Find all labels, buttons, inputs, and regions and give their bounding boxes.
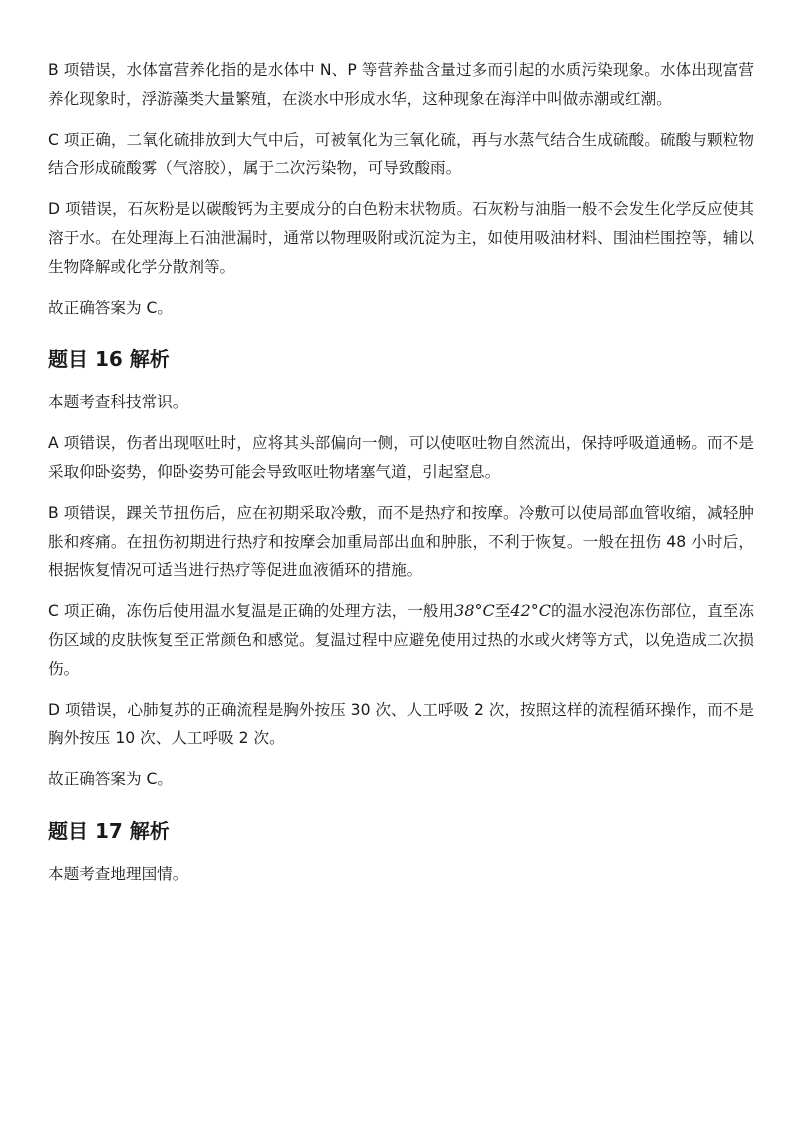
q15-option-c: C 项正确，二氧化硫排放到大气中后，可被氧化为三氧化硫，再与水蒸气结合生成硫酸。硫酸与颗粒物结合形成硫酸雾（气溶胶），属于二次污染物，可导致酸雨。: [48, 130, 754, 178]
temp-low: 38°C: [454, 601, 495, 621]
q16-option-d: D 项错误，心肺复苏的正确流程是胸外按压 30 次、人工呼吸 2 次，按照这样的流程循环操作，而不是胸外按压 10 次、人工呼吸 2 次。: [48, 700, 754, 748]
q16-intro: 本题考查科技常识。: [48, 393, 189, 412]
q16-option-b: B 项错误，踝关节扭伤后，应在初期采取冷敷，而不是热疗和按摩。冷敷可以使局部血管收缩，减轻肿胀和疼痛。在扭伤初期进行热疗和按摩会加重局部出血和肿胀，不利于恢复。一般在扭伤 48 小时后，根据恢复情况可适当进行热疗等促进血液循环的措施。: [48, 503, 754, 580]
q16-option-c-mid: 至: [494, 602, 511, 621]
q16-option-a: A 项错误，伤者出现呕吐时，应将其头部偏向一侧，可以使呕吐物自然流出，保持呼吸道通畅。而不是采取仰卧姿势，仰卧姿势可能会导致呕吐物堵塞气道，引起窒息。: [48, 434, 754, 481]
document-page: [48, 56, 754, 901]
q16-option-c-post: 的温水浸泡冻伤部位，直至冻伤区域的皮肤恢复至正常颜色和感觉。复温过程中应避免使用过热的水或火烤等方式，以免造成二次损伤。: [48, 602, 754, 678]
q16-option-c: [48, 597, 754, 683]
q15-option-d: D 项错误，石灰粉是以碳酸钙为主要成分的白色粉末状物质。石灰粉与油脂一般不会发生化学反应使其溶于水。在处理海上石油泄漏时，通常以物理吸附或沉淀为主，如使用吸油材料、围油栏围控等，辅以生物降解或化学分散剂等。: [48, 200, 754, 276]
q17-heading: 题目 17 解析: [48, 818, 170, 843]
q16-answer: 故正确答案为 C。: [48, 770, 174, 789]
q15-answer: 故正确答案为 C。: [48, 298, 174, 317]
temp-high: 42°C: [510, 601, 552, 621]
q17-intro: 本题考查地理国情。: [48, 864, 189, 883]
q16-option-c-pre: C 项正确，冻伤后使用温水复温是正确的处理方法，一般用: [48, 602, 455, 621]
q15-option-b: B 项错误，水体富营养化指的是水体中 N、P 等营养盐含量过多而引起的水质污染现象。水体出现富营养化现象时，浮游藻类大量繁殖，在淡水中形成水华，这种现象在海洋中叫做赤潮或红潮。: [48, 61, 754, 108]
q16-heading: 题目 16 解析: [48, 347, 170, 372]
